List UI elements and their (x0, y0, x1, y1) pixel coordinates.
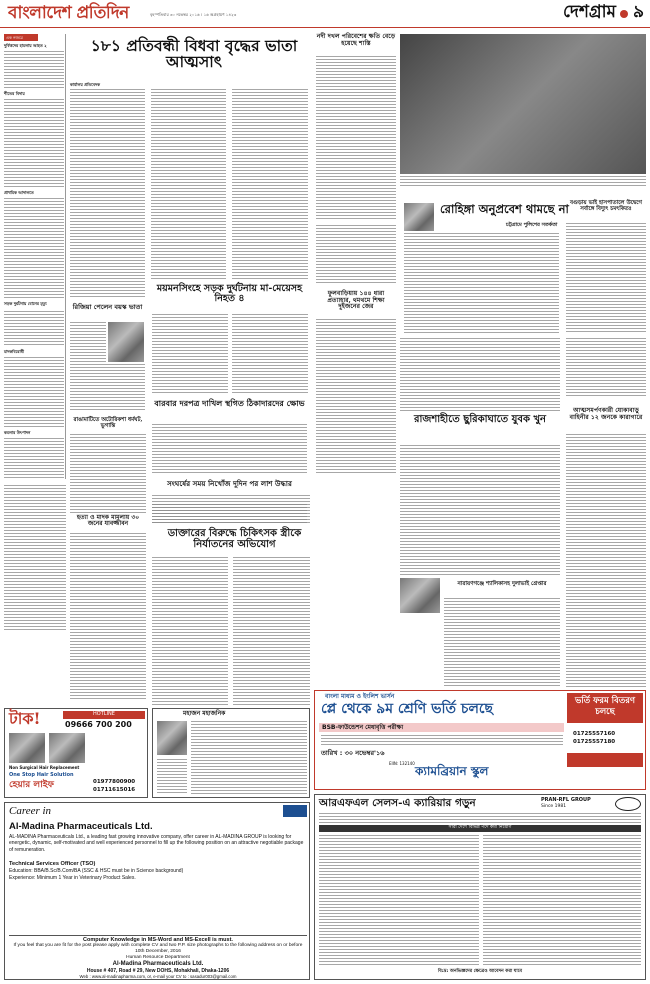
exam-date: তারিখ : ৩০ নভেম্বর'১৬ (321, 749, 385, 757)
fulbari-story (316, 225, 396, 475)
pran-bar: সারা দেশে বিভিন্ন পদে কর্মী নিয়োগ (319, 825, 641, 832)
rizia-photo (108, 322, 144, 362)
case-story (70, 515, 146, 705)
hair-ad (4, 708, 148, 798)
hair-ad-title: টাক! (9, 709, 41, 728)
hair-tag: Non Surgical Hair Replacement (9, 765, 80, 770)
hair-brand: হেয়ার লাইফ (9, 780, 54, 790)
pran-ad (314, 794, 646, 980)
pran-title: আরএফএল সেলস-এ ক্যারিয়ার গড়ুন (319, 797, 476, 809)
bsb-bar: BSB-ফাউন্ডেশন মেধাবৃত্তি পরীক্ষা (319, 723, 564, 732)
lead-story (70, 34, 310, 524)
pran-intro (319, 813, 641, 823)
section-dot-icon (620, 10, 628, 18)
rangamati-body (70, 434, 146, 514)
mymensingh-headline: ময়মনসিংহে সড়ক দুর্ঘটনায় মা-মেয়েসহ নিহত ৪ (156, 283, 303, 304)
narayanganj-body (444, 598, 560, 688)
brief-body (4, 438, 64, 478)
bogura-body (566, 338, 646, 398)
river-body (316, 225, 396, 285)
brief-headline: সড়ক দুর্ঘটনায় বোনের মৃত্যু (4, 301, 47, 306)
fulbari-headline: ফুলবাড়িয়ায় ১৪৪ ধারা প্রত্যাহার, থমথমে শিক্ষা দুইজনের জের (327, 290, 385, 310)
hotline-number[interactable]: 09666 700 200 (65, 720, 132, 729)
doctor-body (152, 495, 310, 525)
doctor-story (152, 495, 310, 705)
admission-headline: প্লে থেকে ৯ম শ্রেণি ভর্তি চলছে (321, 701, 493, 717)
brief-headline: শীতের বিদায় (4, 91, 25, 96)
tender-headline: বারবার দরপত্র দাখিল স্থগিত ঠিকাদারদের ক্ষোভ (154, 398, 305, 408)
lead-byline: কার্যালয় প্রতিবেদক (70, 82, 101, 87)
pran-footer: বি:দ্র: অনভিজ্ঞদের ক্ষেত্রেও আবেদন করা যাবে (437, 969, 523, 974)
mahajon-body (191, 721, 307, 795)
doctor-headline: ডাক্তারের বিরুদ্ধে চিকিৎসক স্ত্রীকে নির্যাতনের অভিযোগ (167, 528, 302, 550)
brief-body (4, 51, 64, 89)
lead-body (70, 89, 145, 299)
river-story (316, 34, 396, 219)
ad-details (321, 735, 563, 745)
hair-photo (9, 733, 45, 763)
rohingya-subhead: চট্টগ্রামে পুলিশের সতর্কতা (506, 222, 558, 228)
brief-body (4, 99, 64, 187)
hair-photo (49, 733, 85, 763)
brief-body (4, 311, 64, 347)
brief-body (4, 198, 64, 298)
rajshahi-headline: রাজশাহীতে ছুরিকাঘাতে যুবক খুন (413, 414, 547, 425)
cambrian-ad (314, 690, 646, 790)
brief-body (4, 357, 64, 427)
section-title: দেশগ্রাম (563, 2, 616, 22)
school-name: ক্যামব্রিয়ান স্কুল (415, 764, 489, 778)
career-address-company: Al-Madina Pharmaceuticals Ltd. (112, 961, 204, 967)
eiin: EIIN: 132140 (389, 761, 415, 766)
rizia-body (70, 364, 145, 412)
rohingya-body (404, 233, 559, 333)
mahajon-body (157, 759, 187, 795)
mahajon-photo (157, 721, 187, 755)
career-intro: AL-MADINA Pharmaceuticals Ltd., a leading fast growing innovative company, offer career in AL-MADINA GROUP is looking for energetic, dynamic, self-motivated and well experienced personnel to fill up the following position on an attractive negotiable package of remuneration. (9, 834, 304, 853)
dateline: বৃহস্পতিবার ৩০ নভেম্বর ২০১৬ । ১৬ অগ্রহায়ণ ১৪২৩ (150, 12, 237, 17)
hair-phone-2[interactable]: 01711615016 (93, 787, 136, 793)
career-apply: If you feel that you are fit for the post please apply with complete CV and two P.P. size photographs to the following address on or before 10th December, 2016 (13, 943, 303, 954)
page-number: ৯ (632, 2, 644, 22)
pran-jobs-left (319, 835, 479, 965)
jail-body (566, 434, 646, 688)
pran-group: PRAN-RFL GROUP (541, 797, 591, 803)
narayanganj-story (400, 578, 560, 688)
narayanganj-photo (400, 578, 440, 613)
hair-phone-1[interactable]: 01977800900 (93, 779, 136, 785)
rizia-body (70, 322, 106, 362)
career-title: Career in (9, 805, 52, 817)
fulbari-body (316, 319, 396, 475)
doctor-body (152, 557, 228, 707)
narayanganj-headline: নারায়ণগঞ্জে শ্যালিকাসহ দুলাভাই গ্রেপ্তার (457, 581, 547, 587)
rajshahi-body (400, 445, 560, 575)
company-logo-icon (283, 805, 307, 817)
hotline-label: HOTLINE (63, 711, 145, 719)
tender-body (152, 424, 307, 474)
admission-banner: বাংলা মাধ্যম ও ইংলিশ ভার্সন (325, 693, 395, 700)
rizia-headline: রিজিয়া পেলেন বয়স্ক ভাতা (72, 303, 143, 311)
career-experience: Experience: Minimum 1 Year in Veterinary Product Sales. (9, 875, 136, 881)
jail-headline: আত্মসমর্পণকারী যোকাবাড়ু বাহিনীর ১২ জনকে কারাগারে (569, 407, 643, 421)
brief-column (4, 34, 66, 479)
career-web[interactable]: Web : www.al-madinapharma.com, or, e-mail your CV to : sasadur003@gmail.com (79, 974, 237, 979)
career-education: Education: BBA/B.Sc/B.Com/BA (SSC & HSC must be in Science background) (9, 868, 184, 874)
lead-body (232, 89, 308, 279)
bogura-headline: বগুড়ায় ভাই হাসপাতালে উদ্বেগে সর্বাঙ্গে বিদ্যুৎ চমৎকিতঃ (569, 200, 643, 212)
rally-photo (400, 34, 646, 174)
brief-label: এক নজরে (4, 34, 38, 41)
case-headline: হত্যা ও মাদক মামলায় ৩০ জনের যাবজ্জীবন (76, 514, 140, 528)
mymensingh-body (152, 314, 228, 394)
pran-logo-icon (615, 797, 641, 811)
bogura-body (566, 223, 646, 333)
career-dept: Human Resource Department (126, 955, 190, 960)
clash-headline: সংঘর্ষের সময় নিখোঁজ দুদিন পর লাশ উদ্ধার (167, 479, 292, 488)
career-computer: Computer Knowledge in MS-Word and MS-Excell is must. (9, 935, 307, 944)
lead-headline: ১৮১ প্রতিবন্ধী বিধবা বৃদ্ধের ভাতা আত্মসাৎ (90, 36, 298, 72)
career-address: House # 407, Road # 29, New DOHS, Mohakhali, Dhaka-1206 (86, 968, 230, 974)
rohingya-body (400, 338, 560, 413)
case-body (70, 533, 146, 699)
brief-headline: দুর্বিত্তদের হামলায় আহত ২ (4, 43, 47, 48)
pran-since: Since 1981 (541, 804, 567, 809)
photo-caption (400, 176, 646, 188)
rohingya-headline: রোহিঙ্গা অনুপ্রবেশ থামছে না (440, 202, 569, 216)
doctor-body (233, 557, 310, 707)
brief-headline: কমলার উৎপাদন (4, 430, 31, 435)
brief-body (4, 485, 66, 630)
rohingya-photo (404, 203, 434, 231)
brief-headline: মাদকবিরোধী (4, 349, 25, 354)
career-position: Technical Services Officer (TSO) (9, 861, 96, 867)
phone-2[interactable]: 01725557180 (573, 739, 616, 745)
lead-body (151, 89, 226, 279)
masthead (0, 0, 650, 28)
hair-solution: One Stop Hair Solution (9, 772, 74, 778)
transport-badge (567, 753, 643, 767)
brief-headline: প্রাথমিক আদালতে (4, 190, 34, 195)
mahajon-ad (152, 708, 310, 798)
pran-jobs-right (483, 835, 641, 965)
river-headline: নদী দখল পরিবেশের ক্ষতি বেড়ে হয়েছে শাস্তি (316, 33, 396, 47)
rangamati-headline: রাঙামাটিতে অটোরিকশা ধর্মঘট, ভুগান্তি (73, 417, 143, 429)
career-company: Al-Madina Pharmaceuticals Ltd. (9, 821, 153, 832)
mahajon-title: মহাজন মহাজনিক (183, 710, 226, 717)
jail-story (566, 338, 646, 688)
phone-1[interactable]: 01725557160 (573, 731, 616, 737)
mymensingh-body (232, 314, 308, 394)
rajshahi-story (400, 415, 560, 575)
newspaper-logo: বাংলাদেশ প্রতিদিন (8, 3, 129, 23)
career-ad (4, 802, 310, 980)
admission-form-badge: ভর্তি ফরম বিতরণ চলছে (567, 693, 643, 723)
